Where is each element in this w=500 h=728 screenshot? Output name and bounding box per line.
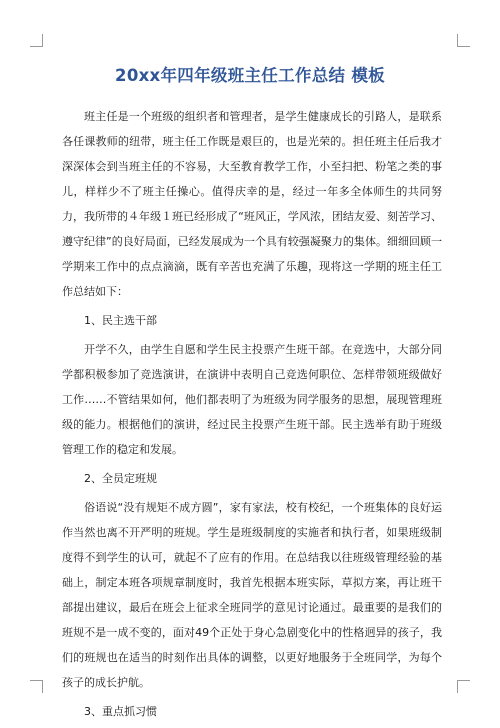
section-heading-1: 1、民主选干部	[84, 314, 157, 327]
section-heading-3: 3、重点抓习惯	[84, 705, 157, 718]
document-title: 20xx年四年级班主任工作总结 模板	[115, 66, 385, 85]
document-body	[62, 104, 442, 728]
intro-paragraph: 班主任是一个班级的组织者和管理者，是学生健康成长的引路人，是联系各任课教师的纽带，班主任工作既是艰巨的，也是光荣的。担任班主任后我才深深体会到当班主任的不容易，大至教育教学工作，小至扫把、粉笔之类的事儿，样样少不了班主任操心。值得庆幸的是，经过一年多全体师生的共同努力，我所带的４年级１班已经形成了“班风正，学风浓，团结友爱、刻苦学习、遵守纪律”的良好局面，已经发展成为一个具有较强凝聚力的集体。细细回顾一学期来工作中的点点滴滴，既有辛苦也充满了乐趣，现将这一学期的班主任工作总结如下：	[62, 110, 442, 298]
crop-mark-bottom-right	[457, 680, 470, 693]
section-paragraph-2: 俗语说“没有规矩不成方圆”，家有家法，校有校纪，一个班集体的良好运作当然也离不开严明的班规。学生是班级制度的实施者和执行者，如果班级制度得不到学生的认可，就起不了应有的作用。在总结我以往班级管理经验的基础上，制定本班各项规章制度时，我首先根据本班实际，草拟方案，再让班干部提出建议，最后在班会上征求全班同学的意见讨论通过。最重要的是我们的班规不是一成不变的，面对49个正处于身心急剧变化中的性格迥异的孩子，我们的班规也在适当的时刻作出具体的调整，以更好地服务于全班同学，为每个孩子的成长护航。	[62, 501, 442, 689]
crop-mark-top-right	[457, 34, 470, 47]
section-paragraph-1: 开学不久，由学生自愿和学生民主投票产生班干部。在竞选中，大部分同学都积极参加了竞选演讲，在演讲中表明自己竞选何职位、怎样带领班级做好工作……不管结果如何，他们都表明了为班级为同学服务的思想，展现管理班级的能力。根据他们的演讲，经过民主投票产生班干部。民主选举有助于班级管理工作的稳定和发展。	[62, 343, 442, 456]
crop-mark-top-left	[30, 34, 43, 47]
crop-mark-bottom-left	[30, 680, 43, 693]
section-heading-2: 2、全员定班规	[84, 472, 157, 485]
